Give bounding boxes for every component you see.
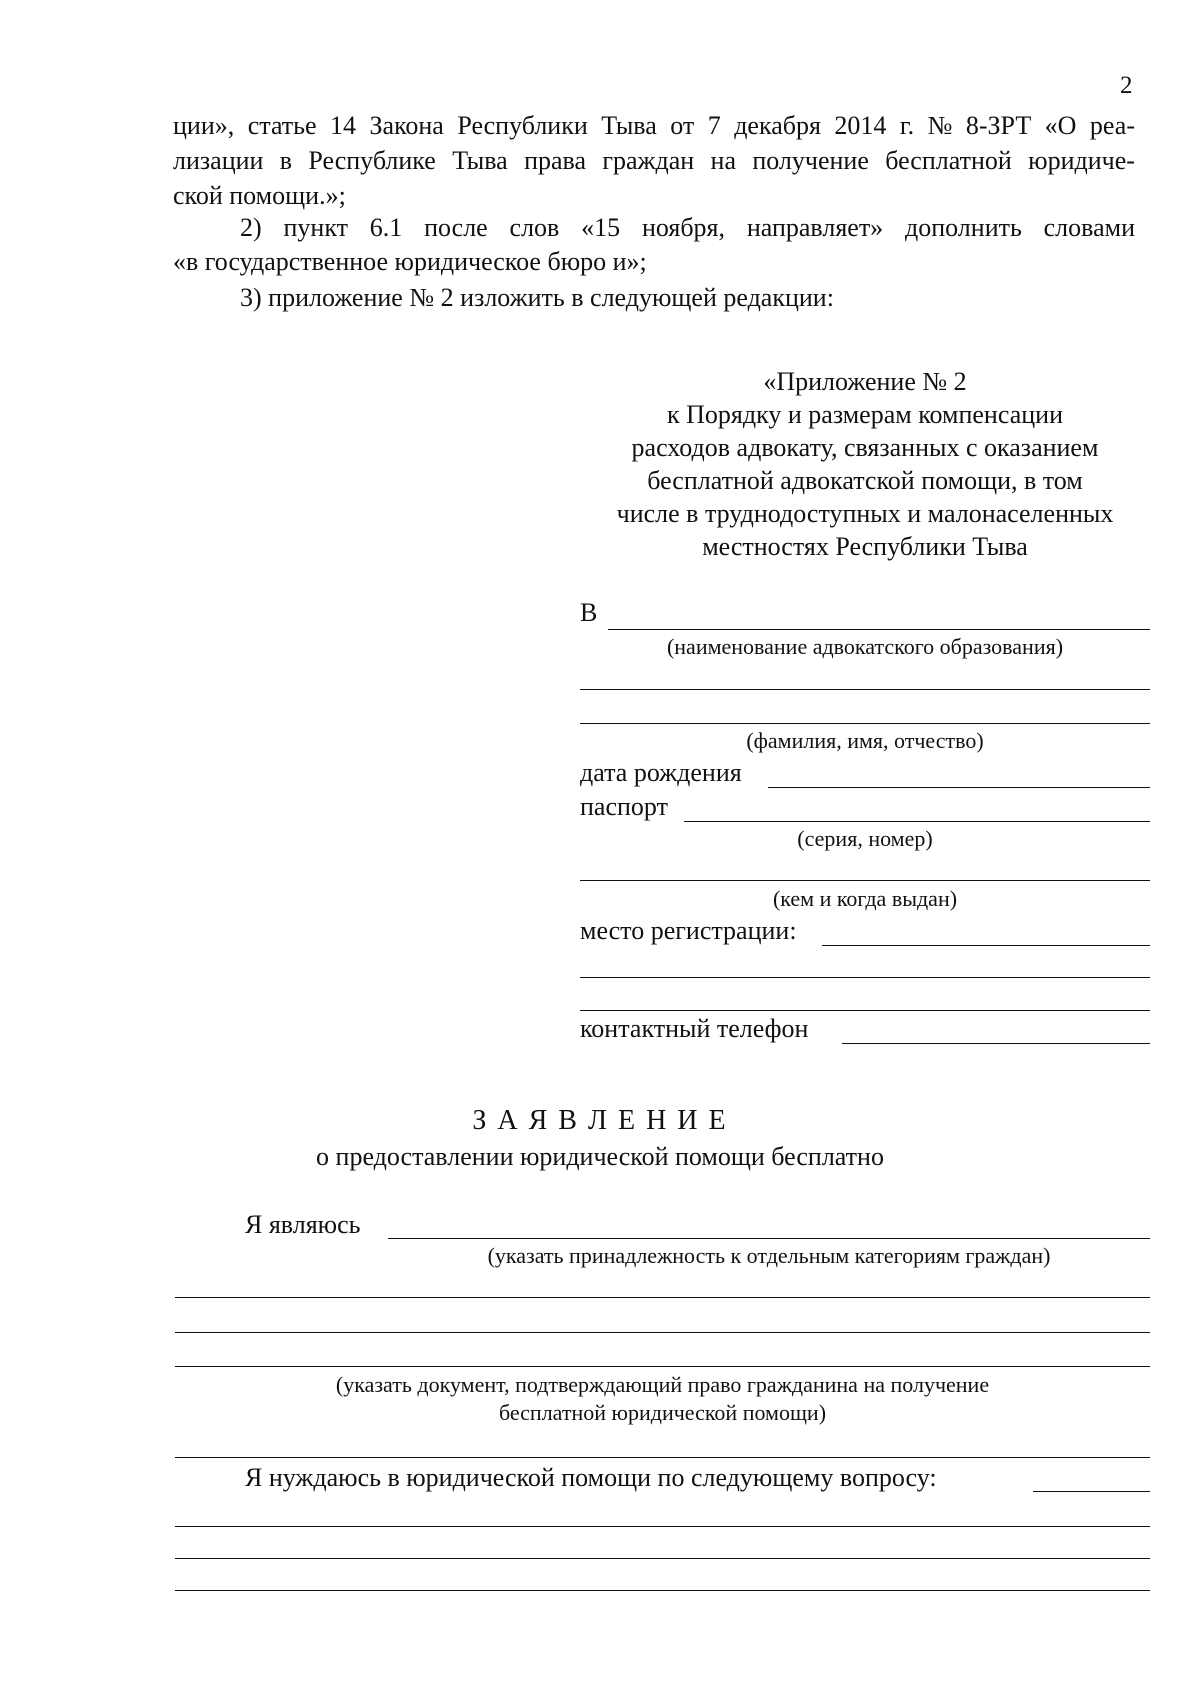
word: 8-ЗРТ <box>965 111 1032 140</box>
phone-label: контактный телефон <box>580 1014 809 1043</box>
passport-field[interactable] <box>684 821 1150 822</box>
appendix-line-2: к Порядку и размерам компенсации <box>667 400 1063 429</box>
statement-subtitle: о предоставлении юридической помощи бесплатно <box>316 1142 884 1171</box>
word: реа- <box>1089 111 1135 140</box>
word: г. <box>899 111 915 140</box>
word: 2014 <box>834 111 887 140</box>
reg-label: место регистрации: <box>580 916 797 945</box>
appendix-line-4: бесплатной адвокатской помощи, в том <box>647 466 1083 495</box>
hint-fio: (фамилия, имя, отчество) <box>746 728 984 753</box>
word: направляет» <box>746 213 884 242</box>
intro-line-2 <box>173 145 1135 177</box>
word: «О <box>1044 111 1077 140</box>
category-field[interactable] <box>388 1238 1150 1239</box>
word: слов <box>509 213 560 242</box>
word: пункт <box>283 213 348 242</box>
word: Закона <box>369 111 444 140</box>
passport-issued-field[interactable] <box>580 880 1150 881</box>
birth-date-field[interactable] <box>768 787 1150 788</box>
word: Тыва <box>601 111 657 140</box>
appendix-line-5: числе в труднодоступных и малонаселенных <box>616 499 1114 528</box>
word: 7 <box>707 111 721 140</box>
hint-org: (наименование адвокатского образования) <box>666 634 1064 659</box>
fio-field-line-1[interactable] <box>580 689 1150 690</box>
document-line-2[interactable] <box>175 1457 1150 1458</box>
word: Республики <box>457 111 588 140</box>
fio-field-line-2[interactable] <box>580 723 1150 724</box>
word: на <box>710 146 737 175</box>
question-line-4[interactable] <box>175 1590 1150 1591</box>
birth-label: дата рождения <box>580 758 742 787</box>
word: ции», <box>173 111 235 140</box>
hint-series: (серия, номер) <box>797 826 933 851</box>
category-line-2[interactable] <box>175 1297 1150 1298</box>
word: Тыва <box>452 146 508 175</box>
reg-field-line-3[interactable] <box>580 1010 1150 1011</box>
word: получение <box>752 146 869 175</box>
reg-field-line-1[interactable] <box>822 945 1150 946</box>
question-line-2[interactable] <box>175 1526 1150 1527</box>
hint-doc-line-2: бесплатной юридической помощи) <box>498 1400 827 1425</box>
word: лизации <box>173 146 264 175</box>
word: граждан <box>602 146 695 175</box>
item-2-line-2: «в государственное юридическое бюро и»; <box>173 247 647 276</box>
word: 2) <box>240 213 262 242</box>
reg-field-line-2[interactable] <box>580 977 1150 978</box>
i-am-label: Я являюсь <box>245 1210 361 1239</box>
hint-issued: (кем и когда выдан) <box>772 886 958 911</box>
document-field[interactable] <box>175 1366 1150 1367</box>
word: 14 <box>330 111 357 140</box>
appendix-title: «Приложение № 2 <box>763 367 967 396</box>
word: статье <box>247 111 317 140</box>
intro-line-3: ской помощи.»; <box>173 181 346 210</box>
appendix-line-3: расходов адвокату, связанных с оказанием <box>631 433 1099 462</box>
page-number: 2 <box>1120 72 1133 99</box>
word: бесплатной <box>885 146 1012 175</box>
category-line-3[interactable] <box>175 1332 1150 1333</box>
appendix-line-6: местностях Республики Тыва <box>702 532 1028 561</box>
word: после <box>424 213 488 242</box>
passport-label: паспорт <box>580 792 668 821</box>
statement-title: З А Я В Л Е Н И Е <box>472 1105 728 1136</box>
word: юридиче- <box>1028 146 1135 175</box>
question-line-3[interactable] <box>175 1558 1150 1559</box>
to-prefix: В <box>580 598 598 627</box>
word: дополнить <box>905 213 1022 242</box>
org-name-field[interactable] <box>608 629 1150 630</box>
word: 6.1 <box>369 213 403 242</box>
item-2-line-1 <box>240 212 1135 244</box>
phone-field[interactable] <box>842 1043 1150 1044</box>
word: «15 <box>581 213 621 242</box>
question-field[interactable] <box>1033 1491 1150 1492</box>
word: от <box>670 111 695 140</box>
hint-category: (указать принадлежность к отдельным категориям граждан) <box>487 1243 1051 1268</box>
word: ноября, <box>641 213 726 242</box>
word: № <box>927 111 953 140</box>
item-3: 3) приложение № 2 изложить в следующей редакции: <box>240 283 834 312</box>
intro-line-1 <box>173 110 1135 142</box>
word: права <box>524 146 586 175</box>
hint-doc-line-1: (указать документ, подтверждающий право гражданина на получение <box>335 1372 990 1397</box>
word: декабря <box>734 111 821 140</box>
word: в <box>279 146 293 175</box>
word: словами <box>1043 213 1135 242</box>
need-help-label: Я нуждаюсь в юридической помощи по следующему вопросу: <box>245 1463 937 1492</box>
word: Республике <box>308 146 436 175</box>
